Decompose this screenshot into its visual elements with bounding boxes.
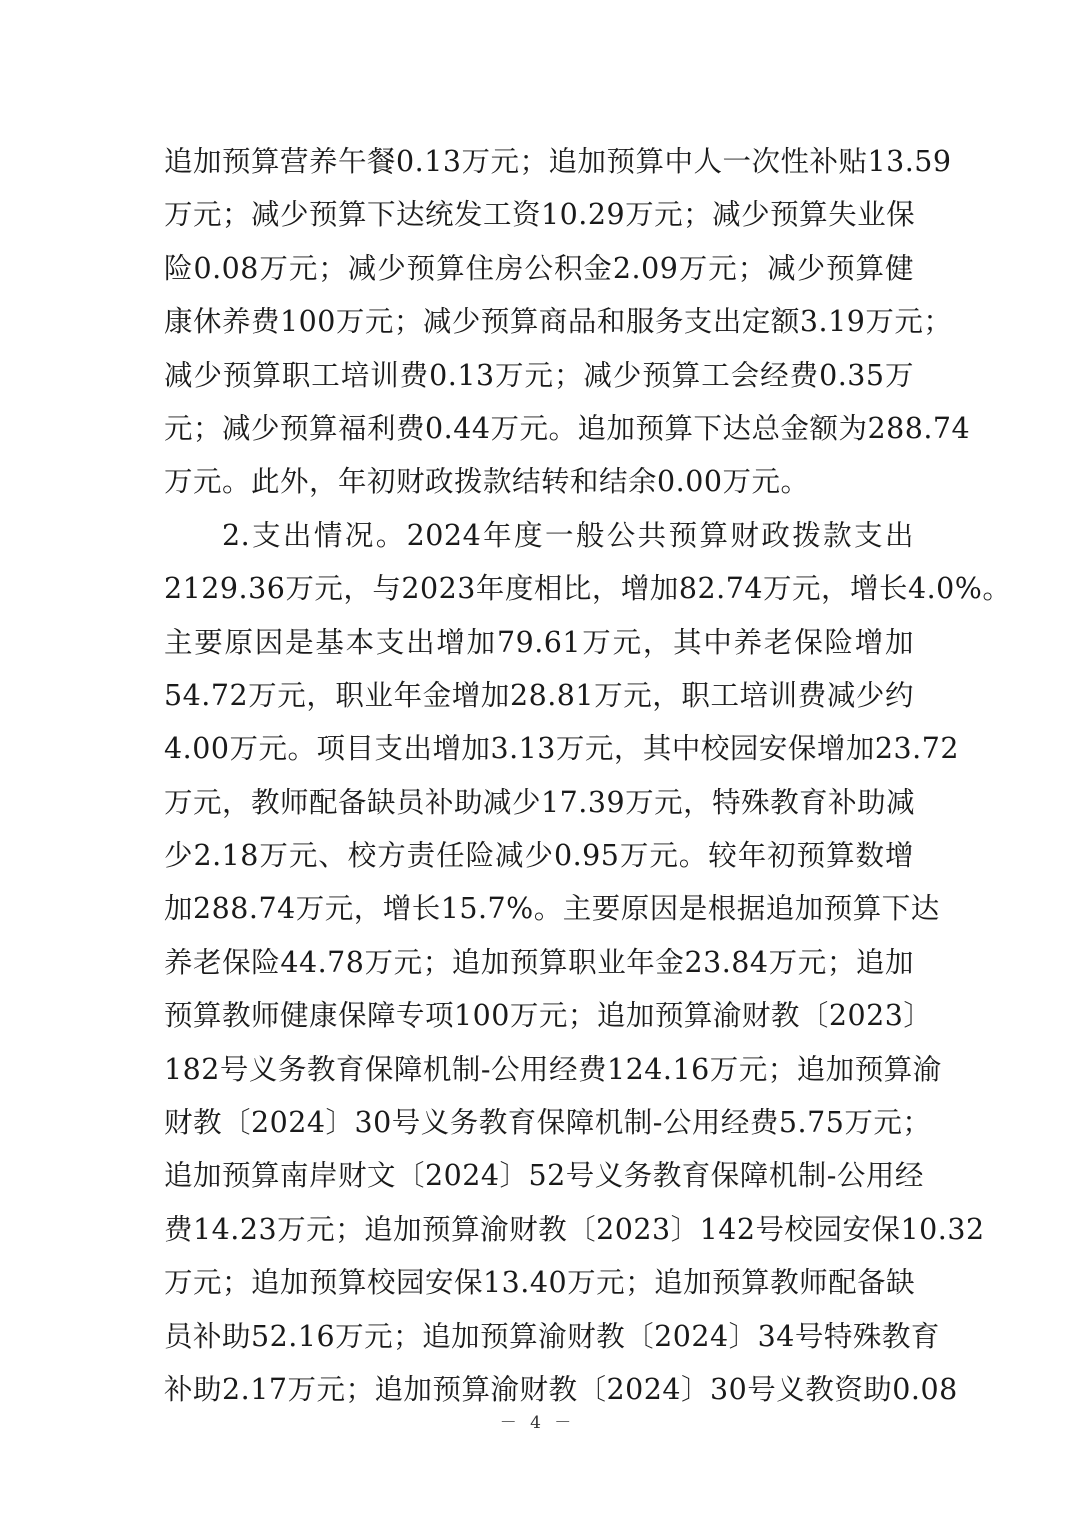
text-line: 补助2.17万元；追加预算渝财教〔2024〕30号义教资助0.08 [164, 1372, 958, 1406]
text-line: 追加预算营养午餐0.13万元；追加预算中人一次性补贴13.59 [164, 145, 952, 178]
text-line: 加288.74万元，增长15.7%。主要原因是根据追加预算下达 [164, 892, 940, 926]
text-line: 万元。此外，年初财政拨款结转和结余0.00万元。 [164, 465, 810, 499]
text-line: 减少预算职工培训费0.13万元；减少预算工会经费0.35万 [164, 358, 914, 392]
text-line: 追加预算南岸财文〔2024〕52号义务教育保障机制-公用经 [164, 1159, 924, 1193]
text-line: 4.00万元。项目支出增加3.13万元，其中校园安保增加23.72 [164, 732, 960, 766]
text-line: 万元，教师配备缺员补助减少17.39万元，特殊教育补助减 [164, 785, 916, 819]
text-line: 员补助52.16万元；追加预算渝财教〔2024〕34号特殊教育 [164, 1319, 940, 1353]
text-line: 2129.36万元，与2023年度相比，增加82.74万元，增长4.0%。 [164, 572, 1012, 606]
text-line: 万元；减少预算下达统发工资10.29万元；减少预算失业保 [164, 198, 916, 232]
text-line: 康休养费100万元；减少预算商品和服务支出定额3.19万元； [164, 305, 953, 339]
text-line: 万元；追加预算校园安保13.40万元；追加预算教师配备缺 [164, 1266, 916, 1300]
text-line: 54.72万元，职业年金增加28.81万元，职工培训费减少约 [164, 678, 914, 712]
page-number: － 4 － [499, 1413, 576, 1433]
text-line: 少2.18万元、校方责任险减少0.95万元。较年初预算数增 [164, 839, 914, 873]
text-line: 182号义务教育保障机制-公用经费124.16万元；追加预算渝 [164, 1052, 942, 1086]
text-line: 费14.23万元；追加预算渝财教〔2023〕142号校园安保10.32 [164, 1212, 985, 1246]
text-line: 2.支出情况。2024年度一般公共预算财政拨款支出 [222, 518, 914, 552]
body-text [164, 135, 1012, 1416]
text-line: 预算教师健康保障专项100万元；追加预算渝财教〔2023〕 [164, 999, 933, 1033]
text-line: 元；减少预算福利费0.44万元。追加预算下达总金额为288.74 [164, 411, 971, 445]
text-line: 财教〔2024〕30号义务教育保障机制-公用经费5.75万元； [164, 1106, 932, 1140]
text-line: 主要原因是基本支出增加79.61万元，其中养老保险增加 [164, 625, 914, 659]
text-line: 险0.08万元；减少预算住房公积金2.09万元；减少预算健 [164, 251, 914, 285]
text-line: 养老保险44.78万元；追加预算职业年金23.84万元；追加 [164, 945, 914, 979]
